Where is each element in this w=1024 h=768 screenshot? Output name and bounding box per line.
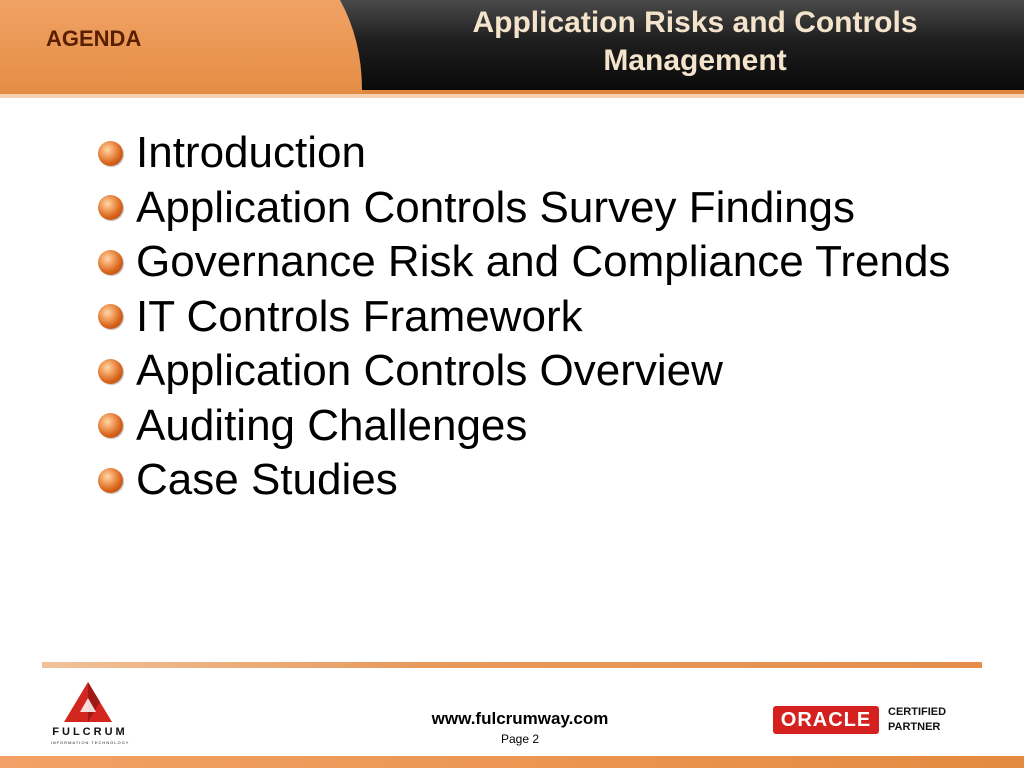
page-number: Page 2 <box>500 732 540 746</box>
agenda-item <box>98 344 950 399</box>
agenda-item-label: Case Studies <box>136 455 398 505</box>
footer-divider <box>42 662 982 668</box>
website-link[interactable]: www.fulcrumway.com <box>431 709 609 728</box>
agenda-item-label: Introduction <box>136 128 366 178</box>
agenda-item-label: Governance Risk and Compliance Trends <box>136 237 951 287</box>
slide-title-line2: Management <box>603 44 787 77</box>
bullet-icon <box>98 413 123 438</box>
slide-header <box>0 0 1024 98</box>
slide-title-line1: Application Risks and Controls <box>472 6 918 39</box>
oracle-logo: ORACLE <box>773 706 879 734</box>
certified-partner-text <box>888 705 946 735</box>
agenda-item <box>98 126 950 181</box>
agenda-item-label: Auditing Challenges <box>136 400 528 450</box>
fulcrum-logo-text: FULCRUM <box>52 726 128 738</box>
certified-label: CERTIFIED <box>888 706 947 718</box>
partner-label: PARTNER <box>888 721 941 733</box>
section-label: AGENDA <box>46 26 142 51</box>
agenda-item <box>98 290 950 345</box>
bullet-icon <box>98 141 123 166</box>
agenda-item <box>98 235 950 290</box>
bullet-icon <box>98 195 123 220</box>
agenda-item <box>98 181 950 236</box>
agenda-item-label: IT Controls Framework <box>136 291 583 341</box>
bullet-icon <box>98 250 123 275</box>
agenda-list <box>98 126 950 508</box>
agenda-item-label: Application Controls Survey Findings <box>136 182 856 232</box>
fulcrum-logo-subtitle: INFORMATION TECHNOLOGY <box>50 740 130 745</box>
agenda-item <box>98 399 950 454</box>
bullet-icon <box>98 359 123 384</box>
agenda-item <box>98 453 950 508</box>
slide-title <box>400 4 990 80</box>
bullet-icon <box>98 468 123 493</box>
bullet-icon <box>98 304 123 329</box>
agenda-item-label: Application Controls Overview <box>136 346 723 396</box>
bottom-bar <box>0 756 1024 768</box>
